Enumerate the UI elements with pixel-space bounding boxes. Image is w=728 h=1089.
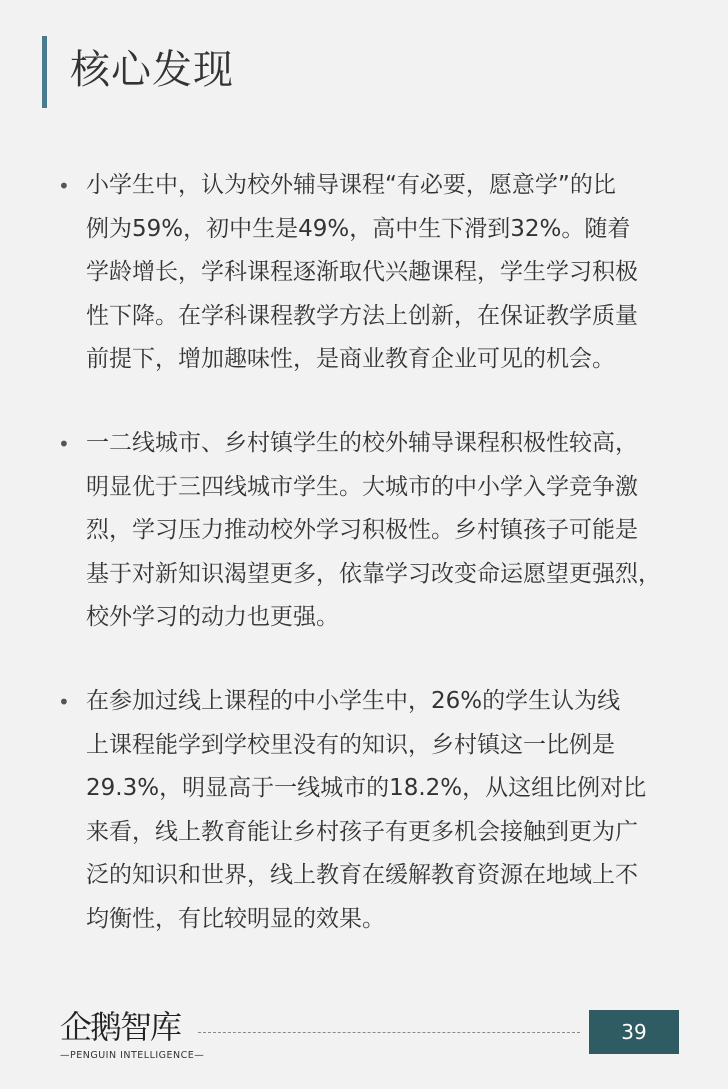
bullet-icon: • — [58, 690, 70, 714]
finding-line: 例为59%，初中生是49%，高中生下滑到32%。随着 — [86, 215, 631, 242]
footer-divider — [198, 1032, 580, 1033]
penguin-intelligence-logo — [60, 1007, 205, 1065]
finding-line: 校外学习的动力也更强。 — [86, 604, 339, 630]
title-accent-bar — [42, 36, 47, 108]
logo-chinese-text: 企鹅智库 — [60, 1008, 181, 1046]
finding-line: 基于对新知识渴望更多，依靠学习改变命运愿望更强烈， — [86, 560, 661, 587]
finding-paragraph-1 — [86, 164, 686, 382]
finding-line: 烈，学习压力推动校外学习积极性。乡村镇孩子可能是 — [86, 517, 638, 543]
page-number: 39 — [589, 1010, 679, 1054]
finding-line: 明显优于三四线城市学生。大城市的中小学入学竞争激 — [86, 473, 638, 500]
finding-line: 一二线城市、乡村镇学生的校外辅导课程积极性较高， — [86, 430, 638, 456]
bullet-icon: • — [58, 432, 70, 456]
finding-line: 泛的知识和世界，线上教育在缓解教育资源在地域上不 — [86, 862, 638, 888]
finding-paragraph-2 — [86, 422, 686, 640]
finding-line: 上课程能学到学校里没有的知识，乡村镇这一比例是 — [86, 731, 615, 758]
page-title: 核心发现 — [70, 47, 234, 93]
finding-line: 小学生中，认为校外辅导课程“有必要，愿意学”的比 — [86, 172, 616, 198]
finding-line: 学龄增长，学科课程逐渐取代兴趣课程，学生学习积极 — [86, 259, 638, 285]
finding-line: 性下降。在学科课程教学方法上创新，在保证教学质量 — [86, 302, 638, 329]
finding-line: 29.3%，明显高于一线城市的18.2%，从这组比例对比 — [86, 775, 647, 801]
bullet-icon: • — [58, 174, 70, 198]
finding-line: 在参加过线上课程的中小学生中，26%的学生认为线 — [86, 688, 621, 714]
finding-line: 前提下，增加趣味性，是商业教育企业可见的机会。 — [86, 346, 615, 372]
finding-line: 来看，线上教育能让乡村孩子有更多机会接触到更为广 — [86, 818, 638, 845]
logo-english-text: —PENGUIN INTELLIGENCE— — [60, 1050, 205, 1061]
finding-line: 均衡性，有比较明显的效果。 — [86, 905, 385, 932]
finding-paragraph-3 — [86, 680, 686, 941]
